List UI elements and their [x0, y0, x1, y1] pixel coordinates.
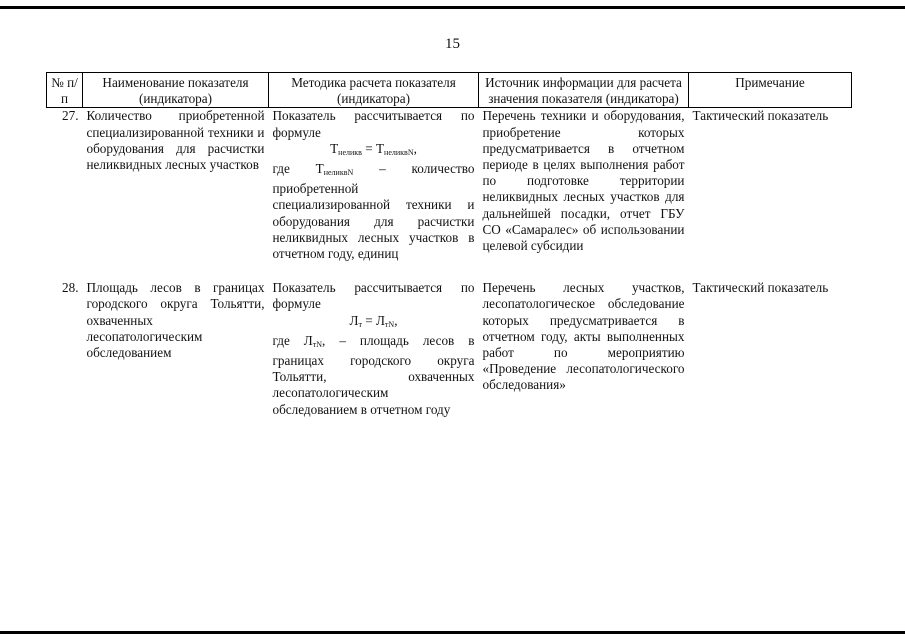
method-intro: Показатель рассчитывается по формуле [272, 280, 475, 312]
row-num: 27. [62, 108, 79, 124]
method-formula: $Т_{неликв} = Т_{неликвN}$, [330, 140, 417, 157]
row-source: Перечень техники и оборудования, приобретение которых предусматривается в отчетном периоде в целях выполнения работ по подготовке территории неликвидных лесных участков для дальнейшей посадки, отчет ГБУ СО «Самаралес» об использовании целевой субсидии [482, 108, 685, 254]
header-source: Источник информации для расчета значения показателя (индикатора) [479, 73, 689, 108]
table-row [47, 108, 852, 262]
table-header-row [47, 73, 852, 108]
method-formula: $Л_т = Л_{тN}$, [349, 312, 398, 329]
bottom-border-line [0, 631, 905, 634]
row-name: Количество приобретенной специализированной техники и оборудования для расчистки неликвидных лесных участков [86, 108, 265, 173]
row-method [269, 108, 479, 262]
row-method [269, 280, 479, 418]
table-row [47, 280, 852, 418]
method-explanation: где $Т_{неликвN}$ – количество приобретенной специализированной техники и оборудования для расчистки неликвидных лесных участков в отчетном году, единиц [272, 161, 475, 262]
header-note: Примечание [689, 73, 852, 108]
indicators-table [46, 72, 852, 418]
header-num: № п/п [47, 73, 83, 108]
method-intro: Показатель рассчитывается по формуле [272, 108, 475, 140]
row-name: Площадь лесов в границах городского округа Тольятти, охваченных лесопатологическим обследованием [86, 280, 265, 361]
method-explanation: где $Л_{тN}$, – площадь лесов в границах городского округа Тольятти, охваченных лесопатологическим обследованием в отчетном году [272, 332, 475, 417]
row-note: Тактический показатель [692, 108, 829, 124]
row-source: Перечень лесных участков, лесопатологическое обследование которых предусматривается в отчетном году, акты выполненных работ по мероприятию «Проведение лесопатологического обследования» [482, 280, 685, 393]
header-method: Методика расчета показателя (индикатора) [269, 73, 479, 108]
page-number: 15 [445, 36, 460, 52]
top-border-line [0, 6, 905, 9]
header-name: Наименование показателя (индикатора) [83, 73, 269, 108]
row-num: 28. [62, 280, 79, 296]
row-note: Тактический показатель [692, 280, 829, 296]
row-spacer [47, 262, 852, 280]
